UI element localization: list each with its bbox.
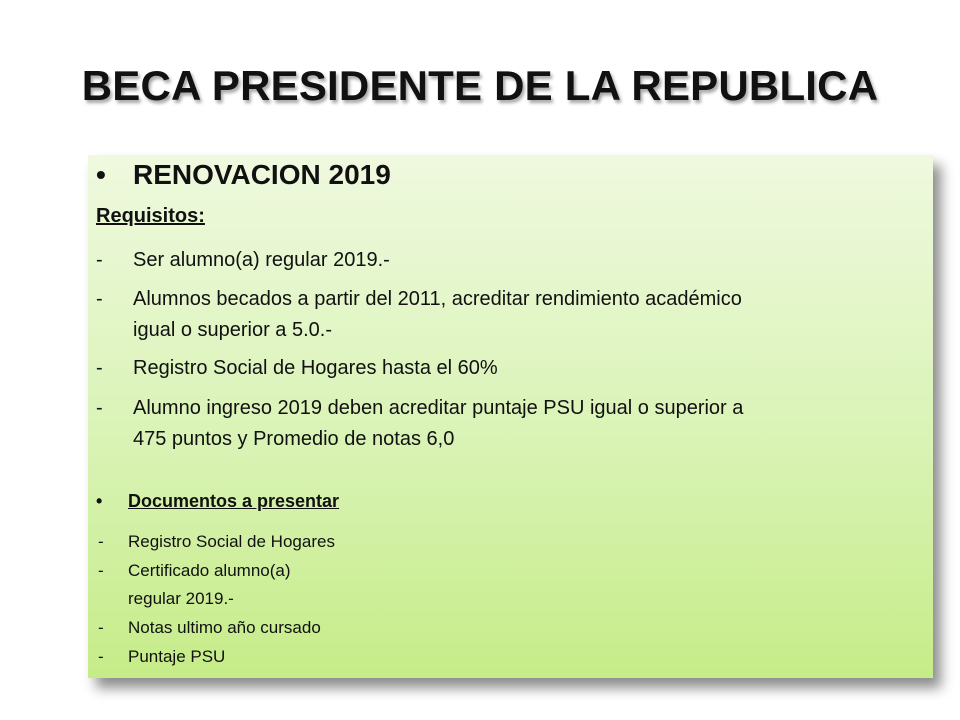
renovacion-heading: RENOVACION 2019 xyxy=(133,159,391,190)
requirement-item: Ser alumno(a) regular 2019.- xyxy=(133,249,390,271)
requirement-item: Alumnos becados a partir del 2011, acreditar rendimiento académico xyxy=(133,288,742,310)
requirement-item-continued: 475 puntos y Promedio de notas 6,0 xyxy=(133,428,455,450)
requirement-item-continued: igual o superior a 5.0.- xyxy=(133,319,333,341)
dash-icon: - xyxy=(96,397,103,419)
dash-icon: - xyxy=(98,647,104,666)
dash-icon: - xyxy=(98,618,104,637)
requirement-item: Registro Social de Hogares hasta el 60% xyxy=(133,357,498,379)
requirement-item: Alumno ingreso 2019 deben acreditar puntaje PSU igual o superior a xyxy=(133,397,744,419)
requisitos-heading: Requisitos: xyxy=(96,205,205,227)
document-item: Puntaje PSU xyxy=(128,647,226,666)
main-bullet-icon: • xyxy=(96,159,106,190)
documentos-heading: Documentos a presentar xyxy=(128,491,340,511)
documents-bullet-icon: • xyxy=(96,491,103,511)
slide-title: BECA PRESIDENTE DE LA REPUBLICA xyxy=(81,62,879,109)
dash-icon: - xyxy=(96,357,103,379)
dash-icon: - xyxy=(98,532,104,551)
dash-icon: - xyxy=(96,249,103,271)
document-item-continued: regular 2019.- xyxy=(128,589,234,608)
dash-icon: - xyxy=(96,288,103,310)
content-box xyxy=(88,155,933,678)
document-item: Certificado alumno(a) xyxy=(128,561,291,580)
document-item: Registro Social de Hogares xyxy=(128,532,335,551)
dash-icon: - xyxy=(98,561,104,580)
document-item: Notas ultimo año cursado xyxy=(128,618,321,637)
